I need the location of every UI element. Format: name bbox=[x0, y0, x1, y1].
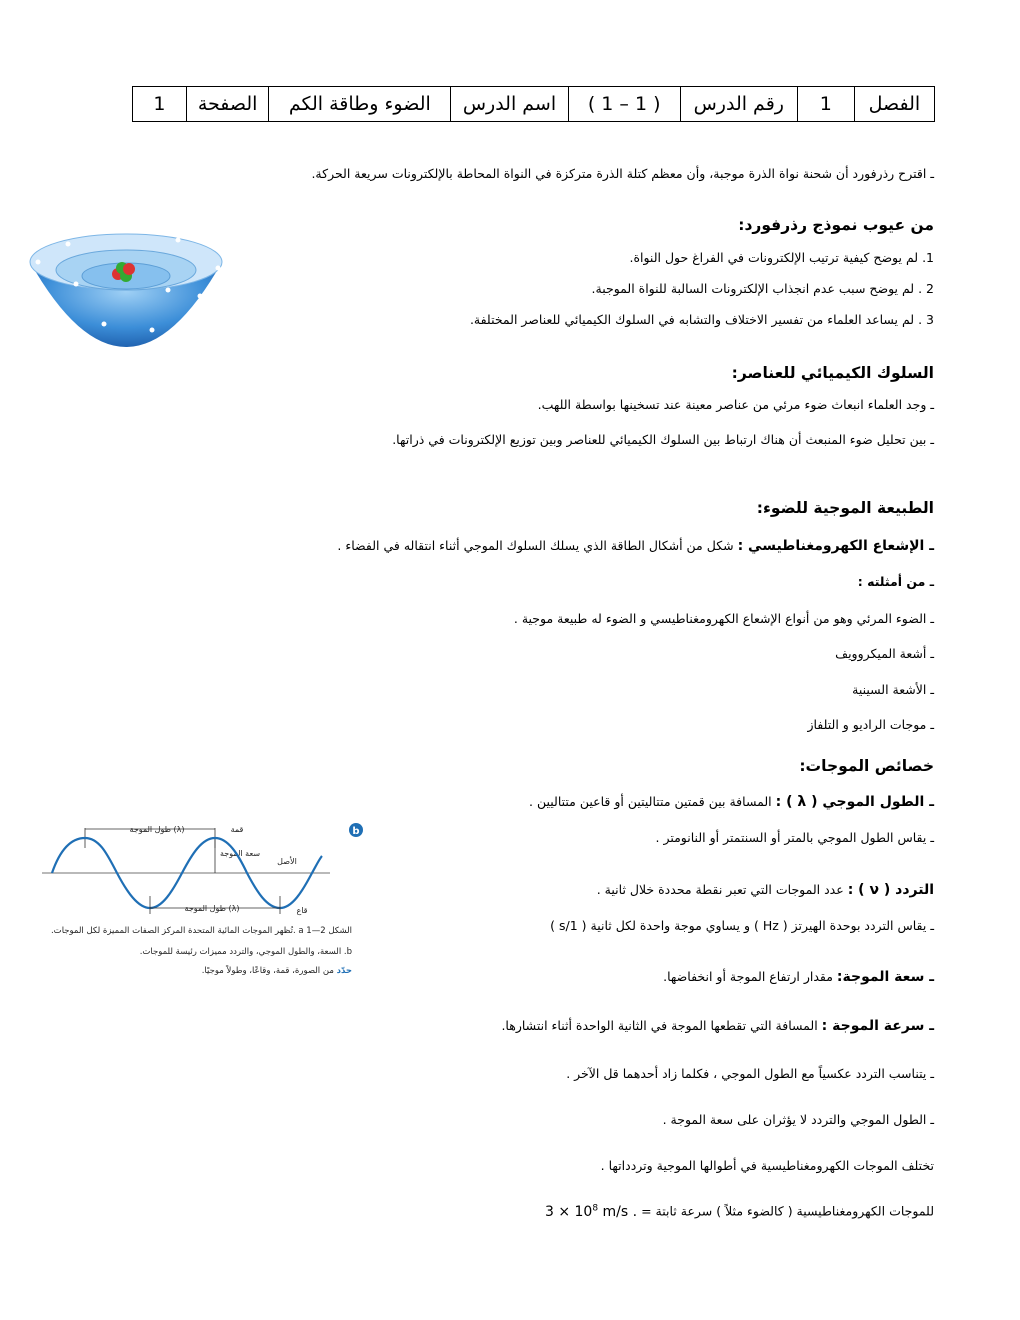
chemical-behavior-item: ـ بين تحليل ضوء المنبعث أن هناك ارتباط بين السلوك الكيميائي للعناصر وبين توزيع الإلكترونات في ذراتها. bbox=[392, 432, 934, 447]
amplitude-independence-note: ـ الطول الموجي والتردد لا يؤثران على سعة الموجة . bbox=[662, 1112, 934, 1127]
speed-term: ـ سرعة الموجة : bbox=[821, 1018, 934, 1034]
flaw-item: 1. لم يوضح كيفية ترتيب الإلكترونات في الفراغ حول النواة. bbox=[629, 250, 934, 265]
example-item: ـ الأشعة السينية bbox=[852, 682, 934, 697]
em-speed-note bbox=[545, 1203, 934, 1220]
figure-caption-line-3 bbox=[202, 966, 352, 976]
wave-diagram-figure bbox=[12, 816, 372, 986]
wavelength-definition bbox=[529, 794, 934, 810]
caption-identify-label: حدّد bbox=[336, 966, 352, 976]
figure-caption-line-1: الشكل 2—1 a .تُظهر الموجات المائية المتحدة المركز الصفات المميزة لكل الموجات. bbox=[50, 926, 352, 936]
frequency-definition bbox=[597, 882, 934, 898]
frequency-unit: ـ يقاس التردد بوحدة الهيرتز ( Hz ) و يساوي موجة واحدة لكل ثانية ( 1/s ) bbox=[550, 918, 934, 933]
lesson-name-label: اسم الدرس bbox=[451, 87, 568, 122]
amplitude-label: سعة الموجة bbox=[219, 849, 261, 858]
page-value: 1 bbox=[133, 87, 187, 122]
examples-label: ـ من أمثلته : bbox=[857, 574, 934, 589]
wavelength-def: المسافة بين قمتين متتاليتين أو قاعين متتاليين . bbox=[529, 794, 772, 809]
em-speed-value: $3 \times 10^8$ m/s . bbox=[544, 1203, 638, 1220]
flaw-item: 3 . لم يساعد العلماء من تفسير الاختلاف والتشابه في السلوك الكيميائي للعناصر المختلفة. bbox=[469, 312, 934, 327]
origin-label: الأصل bbox=[277, 857, 297, 866]
amplitude-definition bbox=[663, 969, 934, 985]
crest-label: قمة bbox=[230, 825, 244, 834]
wavelength-top-label: طول الموجة (λ) bbox=[129, 825, 185, 834]
em-radiation-term: ـ الإشعاع الكهرومغناطيسي : bbox=[737, 538, 934, 554]
chapter-value: 1 bbox=[797, 87, 854, 122]
em-waves-differ-note: تختلف الموجات الكهرومغناطيسية في أطوالها الموجية وتردداتها . bbox=[600, 1158, 934, 1173]
em-radiation-definition bbox=[337, 538, 934, 554]
wave-nature-heading: الطبيعة الموجية للضوء: bbox=[756, 499, 934, 517]
lesson-name-value: الضوء وطاقة الكم bbox=[269, 87, 451, 122]
chemical-behavior-heading: السلوك الكيميائي للعناصر: bbox=[731, 364, 934, 382]
wave-properties-heading: خصائص الموجات: bbox=[799, 757, 934, 775]
flaws-heading: من عيوب نموذج رذرفورد: bbox=[738, 216, 934, 234]
lesson-number-value: ( 1 – 1 ) bbox=[568, 87, 680, 122]
chapter-label: الفصل bbox=[854, 87, 934, 122]
wavelength-term: ـ الطول الموجي ( λ ) : bbox=[775, 794, 934, 810]
amplitude-def: مقدار ارتفاع الموجة أو انخفاضها. bbox=[663, 969, 833, 984]
flaw-item: 2 . لم يوضح سبب عدم انجذاب الإلكترونات السالبة للنواة الموجبة. bbox=[591, 281, 934, 296]
atom-model-illustration bbox=[28, 232, 224, 362]
page-label: الصفحة bbox=[186, 87, 268, 122]
frequency-def: عدد الموجات التي تعبر نقطة محددة خلال ثانية . bbox=[596, 882, 844, 897]
lesson-header-table bbox=[132, 86, 935, 122]
wavelength-unit: ـ يقاس الطول الموجي بالمتر أو السنتمتر أو النانومتر . bbox=[655, 830, 934, 845]
em-speed-text: للموجات الكهرومغناطيسية ( كالضوء مثلاً ) سرعة ثابتة = bbox=[641, 1203, 934, 1219]
figure-badge: b bbox=[352, 826, 360, 837]
frequency-term: التردد ( ν ) : bbox=[847, 882, 934, 898]
lesson-number-label: رقم الدرس bbox=[680, 87, 797, 122]
amplitude-term: ـ سعة الموجة: bbox=[836, 969, 934, 985]
inverse-relation-note: ـ يتناسب التردد عكسياً مع الطول الموجي ، فكلما زاد أحدهما قل الآخر . bbox=[566, 1066, 934, 1081]
example-item: ـ موجات الراديو و التلفاز bbox=[807, 717, 934, 732]
chemical-behavior-item: ـ وجد العلماء انبعاث ضوء مرئي من عناصر معينة عند تسخينها بواسطة اللهب. bbox=[537, 397, 934, 412]
speed-def: المسافة التي تقطعها الموجة في الثانية الواحدة أثناء انتشارها. bbox=[501, 1018, 818, 1033]
example-item: ـ الضوء المرئي وهو من أنواع الإشعاع الكهرومغناطيسي و الضوء له طبيعة موجية . bbox=[513, 611, 934, 626]
figure-background bbox=[12, 816, 372, 986]
speed-definition bbox=[501, 1018, 934, 1034]
wavelength-bottom-label: طول الموجة (λ) bbox=[184, 904, 240, 913]
intro-text: ـ اقترح رذرفورد أن شحنة نواة الذرة موجبة، وأن معظم كتلة الذرة متركزة في النواة المحاطة بالإلكترونات سريعة الحركة. bbox=[311, 166, 934, 181]
caption-identify-text: من الصورة، قمة، وقاعًا، وطولاً موجيًا. bbox=[201, 966, 334, 976]
em-radiation-def: شكل من أشكال الطاقة الذي يسلك السلوك الموجي أثناء انتقاله في الفضاء . bbox=[337, 538, 734, 553]
figure-caption-line-2: b. السعة، والطول الموجي، والتردد مميزات رئيسة للموجات. bbox=[139, 947, 352, 957]
trough-label: قاع bbox=[296, 906, 308, 915]
example-item: ـ أشعة الميكروويف bbox=[835, 646, 934, 661]
